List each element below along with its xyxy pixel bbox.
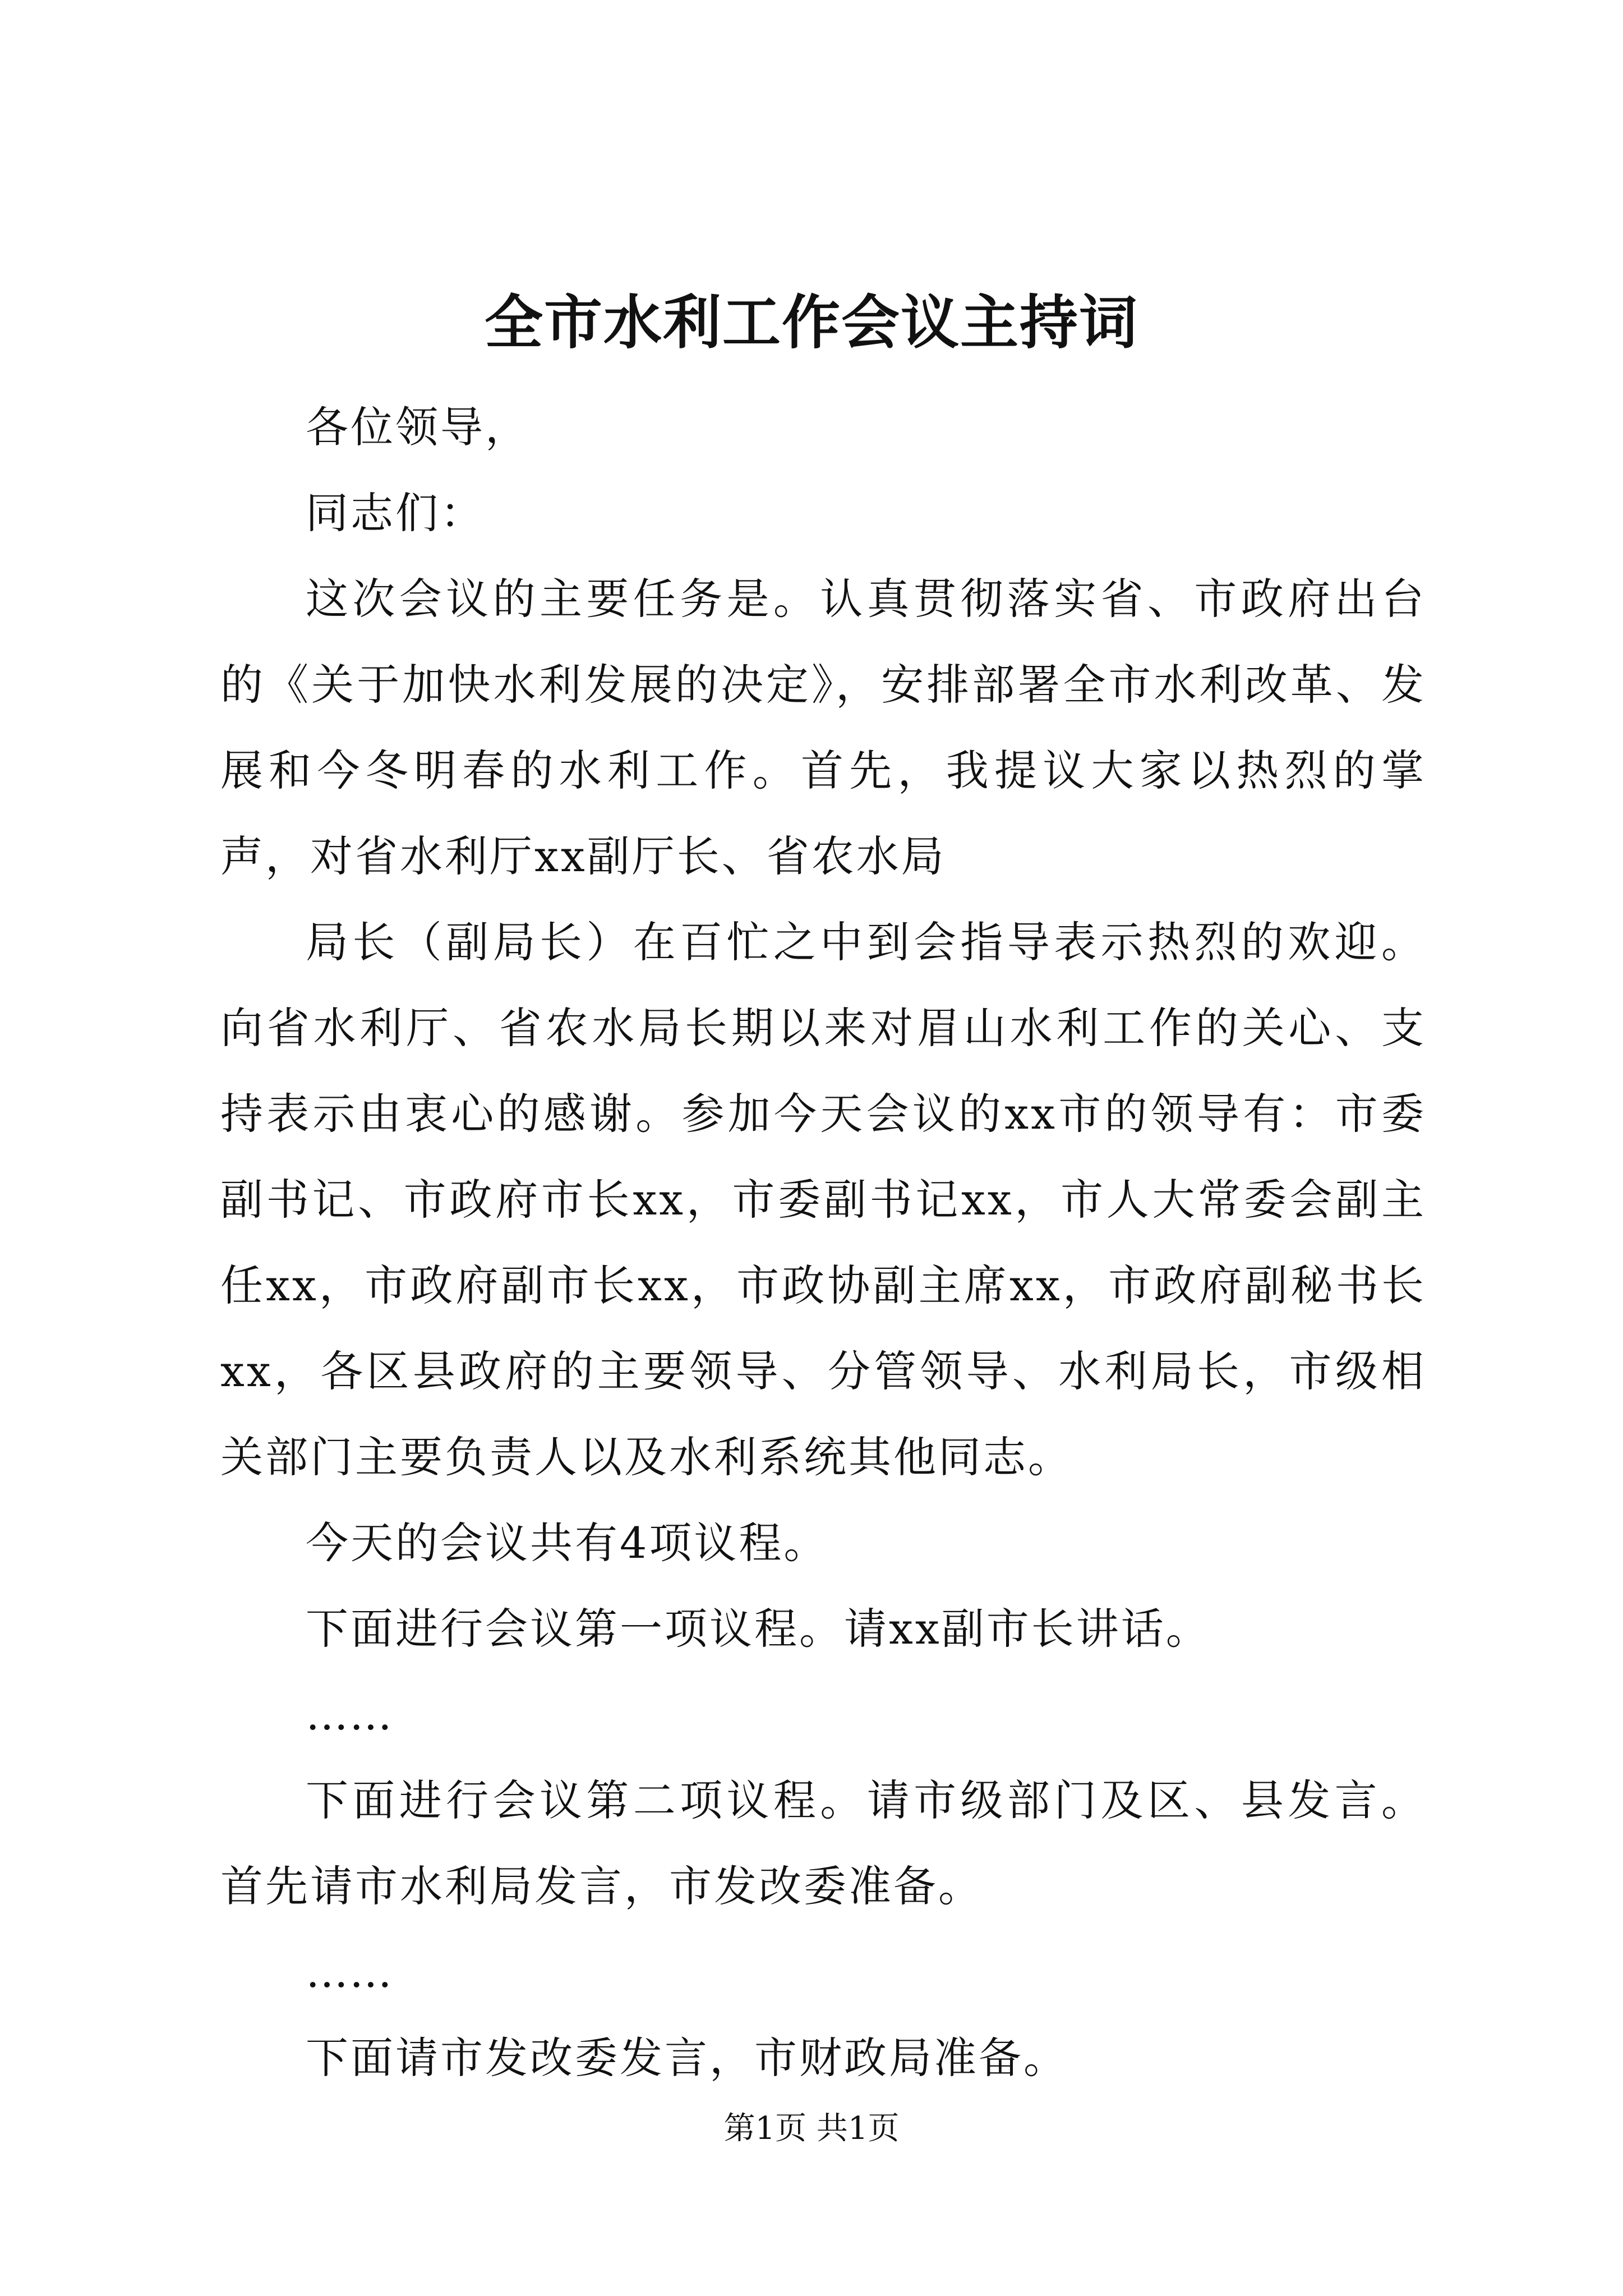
document-title: 全市水利工作会议主持词	[484, 288, 1138, 357]
paragraph-attendees: 局长（副局长）在百忙之中到会指导表示热烈的欢迎。向省水利厅、省农水局长期以来对眉山水利工作的关心、支持表示由衷心的感谢。参加今天会议的xx市的领导有：市委副书记、市政府市长xx，市委副书记xx，市人大常委会副主任xx，市政府副市长xx，市政协副主席xx，市政府副秘书长xx，各区县政府的主要领导、分管领导、水利局长，市级相关部门主要负责人以及水利系统其他同志。	[220, 917, 1426, 1482]
salutation-comrades: 同志们：	[306, 488, 485, 538]
page-footer: 第1页 共1页	[723, 2110, 900, 2147]
paragraph-next-speaker: 下面请市发改委发言，市财政局准备。	[306, 2033, 1068, 2083]
salutation-leaders: 各位领导，	[306, 402, 530, 452]
document-body	[220, 384, 1426, 2101]
paragraph-meeting-task: 这次会议的主要任务是。认真贯彻落实省、市政府出台的《关于加快水利发展的决定》，安排部署全市水利改革、发展和今冬明春的水利工作。首先，我提议大家以热烈的掌声，对省水利厅xx副厅长、省农水局	[220, 574, 1426, 881]
paragraph-agenda-item-2: 下面进行会议第二项议程。请市级部门及区、县发言。首先请市水利局发言，市发改委准备。	[220, 1775, 1426, 1911]
ellipsis-1: ……	[306, 1690, 393, 1740]
ellipsis-2: ……	[306, 1947, 393, 1997]
paragraph-agenda-item-1: 下面进行会议第一项议程。请xx副市长讲话。	[306, 1604, 1211, 1654]
paragraph-agenda-count: 今天的会议共有4项议程。	[306, 1518, 829, 1568]
